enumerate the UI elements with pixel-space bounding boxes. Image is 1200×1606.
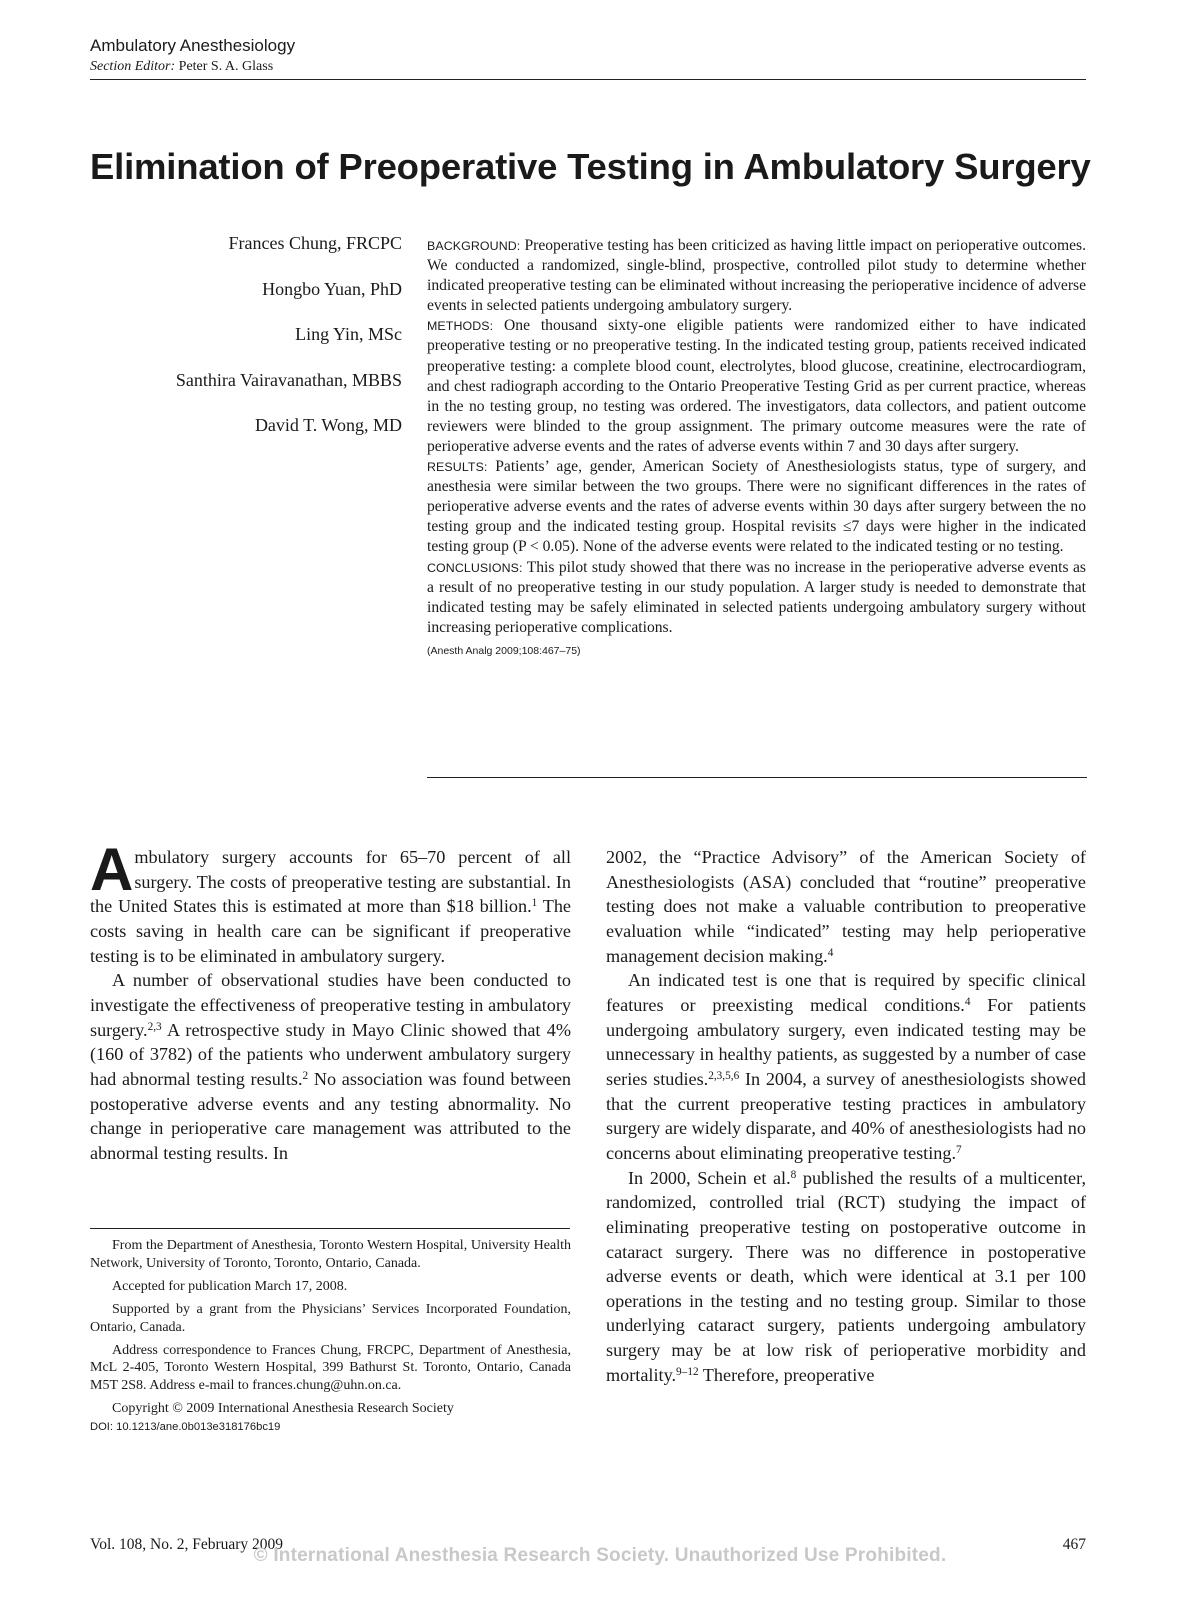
abstract-heading: RESULTS: (427, 460, 488, 475)
body-text: The costs saving in health care can be significant if preoperative testing is to be eliminated in ambulatory surgery. (90, 896, 571, 966)
abstract-heading: CONCLUSIONS: (427, 560, 523, 575)
body-text: For patients undergoing ambulatory surgery, even indicated testing may be unnecessary in healthy patients, as suggested by a number of case series studies. (606, 994, 1086, 1089)
abstract-text: One thousand sixty-one eligible patients were randomized either to have indicated preoperative testing or no preoperative testing. In the indicated testing group, patients received indicated preoperative testing: a complete blood count, electrolytes, blood glucose, creatinine, electrocardiogram, and chest radiograph according to the Ontario Preoperative Testing Grid as per current practice, whereas in the no testing group, no testing was ordered. The investigators, data collectors, and patient outcome reviewers were blinded to the group assignment. The primary outcome measures were the rate of perioperative adverse events and the rates of adverse events within 7 and 30 days after surgery. (427, 317, 1086, 455)
reference-mark: 2,3,5,6 (708, 1069, 740, 1082)
body-text: An indicated test is one that is required by specific clinical features or preexisting medical conditions. (606, 970, 1086, 1015)
abstract-heading: METHODS: (427, 319, 494, 334)
section-editor-name: Peter S. A. Glass (178, 59, 274, 74)
body-text: mbulatory surgery accounts for 65–70 percent of all surgery. The costs of preoperative testing are substantial. In the United States this is estimated at more than $18 billion. (90, 847, 571, 917)
body-text: 2002, the “Practice Advisory” of the American Society of Anesthesiologists (ASA) concluded that “routine” preoperative testing does not make a valuable contribution to preoperative evaluation while “indicated” testing may help perioperative management decision making. (606, 847, 1086, 966)
footnote-address: Address correspondence to Frances Chung, FRCPC, Department of Anesthesia, McL 2-405, Toronto Western Hospital, 399 Bathurst St. Toronto, Ontario, Canada M5T 2S8. Address e-mail to frances.chung@uhn.on.ca. (90, 1342, 571, 1394)
body-paragraph (90, 968, 571, 1165)
abstract-methods (427, 316, 1086, 457)
author-name: Santhira Vairavanathan, MBBS (175, 369, 402, 390)
author-name: Ling Yin, MSc (295, 324, 402, 344)
page-number: 467 (1062, 1536, 1086, 1553)
author-name: Hongbo Yuan, PhD (262, 278, 402, 299)
abstract-text: Patients’ age, gender, American Society of Anesthesiologists status, type of surgery, and anesthesia were similar between the two groups. There were no significant differences in the rates of perioperative adverse events and the rates of adverse events within 30 days after surgery between the no testing group and the indicated testing group. Hospital revisits ≤7 days were higher in the indicated testing group (P < 0.05). None of the adverse events were related to the indicated testing or no testing. (427, 458, 1086, 556)
author-name: David T. Wong, MD (254, 415, 402, 435)
body-paragraph (606, 845, 1086, 968)
footnote-accepted: Accepted for publication March 17, 2008. (112, 1278, 348, 1294)
abstract-heading: BACKGROUND: (427, 239, 521, 253)
footnote-affiliation: From the Department of Anesthesia, Toronto Western Hospital, University Health Network, University of Toronto, Toronto, Ontario, Canada. (90, 1238, 571, 1271)
section-editor-line (90, 59, 273, 75)
abstract-conclusions (427, 558, 1086, 638)
abstract (427, 236, 1086, 661)
reference-mark: 2,3 (147, 1020, 162, 1033)
body-paragraph (606, 968, 1086, 1165)
section-editor-label: Section Editor: (90, 59, 176, 74)
body-column-right (606, 845, 1086, 1387)
abstract-results (427, 457, 1086, 557)
reference-mark: 7 (956, 1143, 962, 1156)
footnotes (90, 1237, 571, 1437)
reference-mark: 8 (790, 1168, 797, 1181)
reference-mark: 2 (302, 1069, 309, 1082)
footnote-support: Supported by a grant from the Physicians’ Services Incorporated Foundation, Ontario, Canada. (90, 1301, 571, 1335)
reference-mark: 4 (827, 946, 834, 959)
reference-mark: 4 (964, 995, 971, 1008)
drop-cap: A (90, 836, 134, 903)
watermark: © International Anesthesia Research Society. Unauthorized Use Prohibited. (253, 1545, 947, 1566)
abstract-text: Preoperative testing has been criticized as having little impact on perioperative outcomes. We conducted a randomized, single-blind, prospective, controlled pilot study to determine whether indicated preoperative testing can be eliminated without increasing the perioperative incidence of adverse events in selected patients undergoing ambulatory surgery. (427, 237, 1086, 315)
abstract-background (427, 236, 1086, 316)
author-list (100, 232, 402, 460)
body-text: Therefore, preoperative (698, 1364, 875, 1385)
abstract-text: This pilot study showed that there was no increase in the perioperative adverse events as a result of no preoperative testing in our study population. A larger study is needed to demonstrate that indicated testing may be safely eliminated in selected patients undergoing ambulatory surgery without increasing perioperative complications. (427, 558, 1086, 636)
footnote-copyright: Copyright © 2009 International Anesthesia Research Society (112, 1401, 454, 1417)
footer-volume: Vol. 108, No. 2, February 2009 (90, 1536, 284, 1553)
abstract-citation: (Anesth Analg 2009;108:467–75) (427, 644, 581, 657)
abstract-divider (427, 777, 1087, 778)
body-text: In 2000, Schein et al. (628, 1167, 791, 1188)
body-text: A number of observational studies have been conducted to investigate the effectiveness of preoperative testing in ambulatory surgery. (90, 970, 571, 1040)
body-text: published the results of a multicenter, randomized, controlled trial (RCT) studying the impact of eliminating preoperative testing on postoperative outcome in cataract surgery. There was no difference in postoperative adverse events or death, which were identical at 3.1 per 100 operations in the testing and no testing group. Similar to those underlying cataract surgery, patients undergoing ambulatory surgery may be at low risk of perioperative morbidity and mortality. (606, 1167, 1087, 1385)
reference-mark: 9–12 (676, 1365, 699, 1378)
header-divider (90, 79, 1086, 80)
body-paragraph (90, 836, 571, 968)
body-text: No association was found between postoperative adverse events and any testing abnormality. No change in perioperative care management was attributed to the abnormal testing results. In (90, 1068, 571, 1163)
body-column-left (90, 836, 571, 1166)
footnote-divider (90, 1228, 570, 1229)
reference-mark: 1 (531, 897, 538, 910)
body-text: In 2004, a survey of anesthesiologists showed that the current preoperative testing practices in ambulatory surgery are widely disparate, and 40% of anesthesiologists had no concerns about eliminating preoperative testing. (606, 1068, 1086, 1163)
body-text: A retrospective study in Mayo Clinic showed that 4% (160 of 3782) of the patients who underwent ambulatory surgery had abnormal testing results. (90, 1019, 571, 1089)
author-name: Frances Chung, FRCPC (228, 233, 402, 253)
article-title: Elimination of Preoperative Testing in Ambulatory Surgery (90, 146, 1091, 187)
doi: DOI: 10.1213/ane.0b013e318176bc19 (90, 1421, 281, 1434)
journal-section-heading: Ambulatory Anesthesiology (90, 36, 296, 55)
body-paragraph (606, 1166, 1086, 1388)
